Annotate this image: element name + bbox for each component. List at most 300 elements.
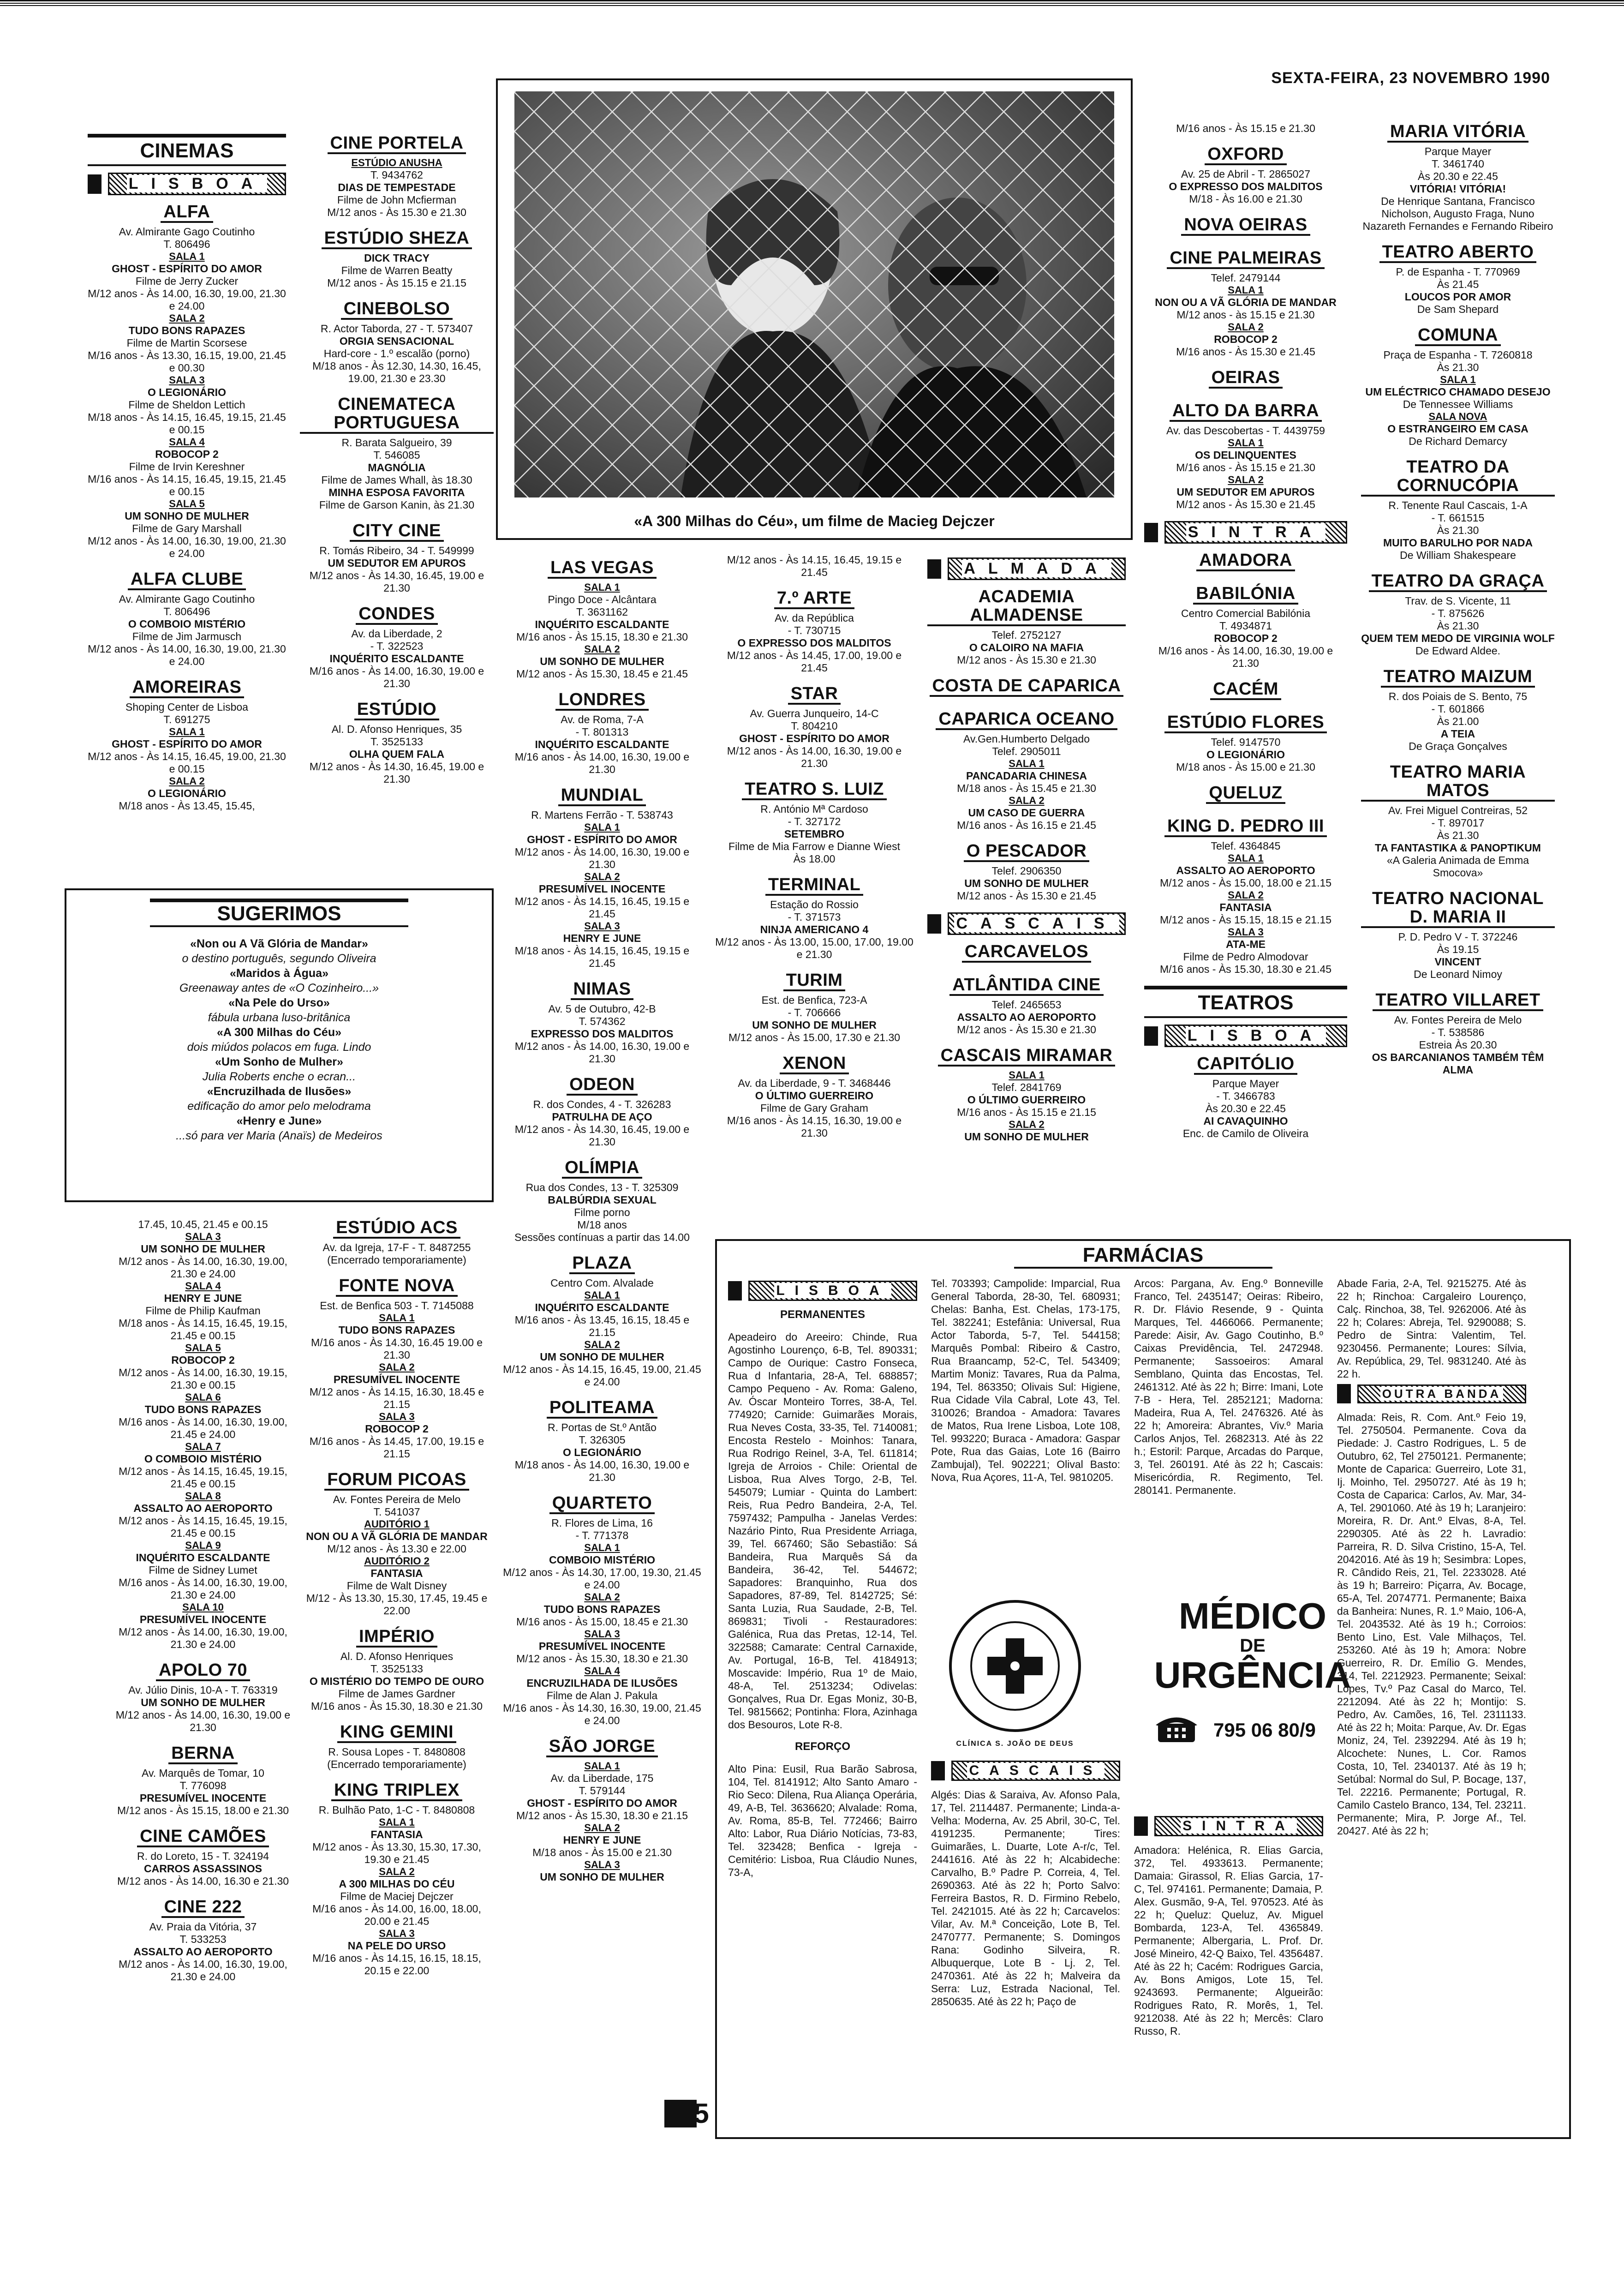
venue-title: O ÚLTIMO GUERREIRO bbox=[967, 1094, 1086, 1106]
venue-name: TEATRO MARIA MATOS bbox=[1361, 763, 1555, 802]
venue bbox=[927, 1046, 1126, 1143]
venue-title: GHOST - ESPÍRITO DO AMOR bbox=[112, 263, 262, 275]
venue bbox=[106, 1661, 300, 1734]
venue bbox=[1361, 458, 1555, 562]
venue-line: M/18 - Às 16.00 e 21.30 bbox=[1189, 193, 1302, 205]
venue-line: M/12 anos - Às 15.30 e 21.30 bbox=[957, 654, 1096, 666]
venue-name: O PESCADOR bbox=[964, 842, 1089, 862]
venue bbox=[1361, 763, 1555, 879]
venue-line: Às 21.30 bbox=[1437, 829, 1479, 841]
venue-room: SALA 2 bbox=[1009, 795, 1045, 806]
sugerimos-title: SUGERIMOS bbox=[150, 899, 408, 927]
venue-line: Centro Comercial Babilónia bbox=[1181, 607, 1310, 619]
venue-room: SALA 1 bbox=[1228, 852, 1264, 864]
venue-room: SALA 5 bbox=[185, 1342, 221, 1354]
farm-p5: Algés: Dias & Saraiva, Av. Afonso Pala, 17, Tel. 2114487. Permanente; Linda-a-Velha: Moderna, Av. 25 Abril, 30-C, Tel. 4191235. Permanente; Tires: Guimarães, L. Duarte, Lote A-r/c, Tel. 2441616. Até às 22 h; Alcabideche: Carvalho, B.º Padre P. Correia, 4, Tel. 2690363. Até às 22 h; Porto Salvo: Ferreira Bastos, R. D. Firmino Rebelo, Tel. 2421015. Até às 22 h; Carcavelos: Vilar, Av. M.ª Conceição, Lote B, Tel. 2470777. Permanente; S. Domingos Rana: Godinho Silveira, R. Albuquerque, Lote B - Lj. 2, Tel. 2470361. Até às 22 h; Malveira da Serra: Luz, Estrada Nacional, Tel. 2850635. Até às 22 h; Paço de bbox=[931, 1789, 1120, 2007]
venue-line: R. dos Poiais de S. Bento, 75 bbox=[1388, 690, 1528, 702]
venue-line: M/12 anos - Às 15.30 e 21.30 bbox=[327, 206, 466, 218]
venue bbox=[1361, 572, 1555, 657]
sugerimos-line: edificação do amor pelo melodrama bbox=[187, 1100, 371, 1113]
venue-line: Trav. de S. Vicente, 11 bbox=[1405, 595, 1511, 607]
venue-title: O ÚLTIMO GUERREIRO bbox=[755, 1090, 874, 1102]
venue-line: Às 21.30 bbox=[1437, 361, 1479, 373]
venue-name: CARCAVELOS bbox=[962, 942, 1091, 963]
venue-name: QUARTETO bbox=[549, 1494, 655, 1514]
venue-line: M/12 anos - Às 14.00, 16.30, 19.00, 21.30 e 24.00 bbox=[88, 643, 286, 667]
venue-line: M/16 anos - Às 15.30, 18.30 e 21.30 bbox=[310, 1700, 483, 1712]
venue-line: Filme de Garson Kanin, às 21.30 bbox=[319, 499, 475, 511]
venue-title: EXPRESSO DOS MALDITOS bbox=[531, 1028, 674, 1040]
col4-venues bbox=[715, 554, 914, 1139]
venue-line: Às 21.00 bbox=[1437, 715, 1479, 727]
venue-line: M/12 anos - Às 14.15, 16.45, 19.15 e 21.45 bbox=[514, 895, 690, 920]
venue-line: M/12 anos - Às 14.30, 16.45, 19.00 e 21.30 bbox=[309, 761, 484, 785]
venue-line: M/12 anos - Às 14.30, 16.45, 19.00 e 21.30 bbox=[514, 1123, 690, 1148]
venue-line: M/12 anos - Às 15.15, 18.00 e 21.30 bbox=[117, 1804, 289, 1816]
venue-line: R. dos Condes, 4 - T. 326283 bbox=[533, 1098, 671, 1110]
venue-line: Telef. 4364845 bbox=[1211, 840, 1281, 852]
venue-room: SALA 2 bbox=[584, 871, 620, 882]
venue-title: DICK TRACY bbox=[364, 252, 430, 264]
venue-title: INQUÉRITO ESCALDANTE bbox=[535, 738, 669, 750]
venue-room: SALA 2 bbox=[1228, 474, 1264, 485]
col6 bbox=[1144, 122, 1347, 1150]
sugerimos-line: «Non ou A Vã Glória de Mandar» bbox=[190, 937, 368, 950]
col1b-venues bbox=[106, 1218, 300, 1983]
medico-title-3: URGÊNCIA bbox=[1154, 1654, 1351, 1696]
venue-line: M/12 anos - Às 15.30, 18.30 e 21.30 bbox=[516, 1653, 688, 1665]
venue-title: O COMBOIO MISTÉRIO bbox=[144, 1453, 262, 1465]
venue-line: R. António Mª Cardoso bbox=[760, 803, 868, 815]
col1b bbox=[106, 1218, 300, 1993]
venue-line: M/16 anos - Às 15.30, 18.30 e 21.45 bbox=[1159, 963, 1332, 975]
venue-line: M/12 anos - Às 14.00, 16.30, 19.15, 21.30 e 00.15 bbox=[119, 1366, 287, 1391]
venue bbox=[503, 690, 701, 776]
venue-line: (Encerrado temporariamente) bbox=[327, 1254, 466, 1266]
venue-line: M/12 anos - Às 14.00, 16.30 e 21.30 bbox=[117, 1875, 289, 1887]
venue-room: SALA 2 bbox=[1228, 889, 1264, 901]
venue-line: R. Actor Taborda, 27 - T. 573407 bbox=[320, 323, 473, 335]
sugerimos-line: «A 300 Milhas do Céu» bbox=[217, 1026, 341, 1039]
venue bbox=[106, 1898, 300, 1983]
venue bbox=[88, 203, 286, 560]
venue-name: MARIA VITÓRIA bbox=[1387, 122, 1528, 143]
farm-p1: Apeadeiro do Areeiro: Chinde, Rua Agostinho Lourenço, 6-B, Tel. 890331; Campo de Ourique: Castro Fonseca, Rua d Infantaria, 28-A, Tel. 688857; Campo Pequeno - Av. Roma: Galeno, Av. Óscar Monteiro Torres, 38-A, Tel. 774920; Carnide: Guimarães Morais, Rua Neves Costa, 33-35, Tel. 7140081; Encosta Restelo - Moinhos: Tanara, Rua Rodrigo Reinel, 3-A, Tel. 611814; Igreja de Arroios - Chile: Oriental de Lisboa, Rua Alves Torgo, 2-B, Tel. 545079; Lumiar - Quinta do Lambert: Reis, Rua Pedro Bandeira, 2-A, Tel. 7597432; Pampulha - Janelas Verdes: Nazário Pinto, Rua Presidente Arriaga, 39, Tel. 667460; São Sebastião: Sá Bandeira, Rua Marquês Sá da Bandeira, 36-42, Tel. 544672; Sapadores: Branquinho, Rua dos Sapadores, 87-89, Tel. 8142725; Sé: Santa Luzia, Rua Saudade, 2-B, Tel. 869831; Tivoli - Restauradores: Galénica, Rua das Pretas, 12-14, Tel. 322588; Camarate: Central Carnaxide, Av. Portugal, 16-B, Tel. 4184913; Moscavide: Império, Rua 1º de Maio, 48-A, Tel. 2513234; Odivelas: Gonçalves, Rua Dr. Egas Moniz, 30-B, Tel. 9815662; Pontinha: Flora, Azinhaga dos Besouros, Lote R-8. bbox=[728, 1331, 917, 1731]
venue-name: TERMINAL bbox=[765, 875, 863, 896]
venue-title: ASSALTO AO AEROPORTO bbox=[957, 1011, 1096, 1023]
farm-col1 bbox=[728, 1277, 917, 2037]
venue-line: M/18 anos - Às 13.45, 15.45, bbox=[119, 800, 255, 812]
venue-line: T. 3461740 bbox=[1432, 158, 1484, 170]
venue-line: Av. Guerra Junqueiro, 14-C bbox=[750, 707, 879, 719]
venue-line: R. Barata Salgueiro, 39 bbox=[341, 437, 452, 449]
venue-line: M/12 anos - Às 15.15 e 21.15 bbox=[327, 277, 466, 289]
venue-line: M/16 anos - Às 15.00, 18.45 e 21.30 bbox=[516, 1616, 688, 1628]
venue-title: NINJA AMERICANO 4 bbox=[760, 923, 869, 935]
venue-line: M/12 anos - Às 14.15, 16.45, 19.00, 21.30 e 00.15 bbox=[88, 750, 286, 775]
venue-title: UM SONHO DE MULHER bbox=[752, 1019, 877, 1031]
venue-name: KING TRIPLEX bbox=[331, 1781, 462, 1801]
venue bbox=[1144, 584, 1347, 670]
venue-line: M/12 anos - Às 14.15, 16.30, 18.45 e 21.15 bbox=[309, 1386, 484, 1410]
venue-line: Av. Júlio Dinis, 10-A - T. 763319 bbox=[128, 1684, 278, 1696]
venue-name: PLAZA bbox=[569, 1254, 634, 1274]
venue-line: M/16 anos - Às 14.00, 16.00, 18.00, 20.00 e 21.45 bbox=[312, 1903, 481, 1927]
venue-title: NON OU A VÃ GLÓRIA DE MANDAR bbox=[306, 1530, 488, 1542]
venue-title: NA PELE DO URSO bbox=[347, 1940, 446, 1952]
venue bbox=[927, 710, 1126, 832]
venue-room: SALA 6 bbox=[185, 1391, 221, 1403]
venue bbox=[106, 1827, 300, 1888]
venue-line: Sessões contínuas a partir das 14.00 bbox=[514, 1231, 690, 1243]
venue-line: M/18 anos - Às 12.30, 14.30, 16.45, 19.00, 21.30 e 23.30 bbox=[312, 360, 481, 384]
venue bbox=[300, 605, 494, 690]
venue bbox=[1144, 784, 1347, 807]
medico-title-1: MÉDICO bbox=[1179, 1595, 1326, 1636]
venue-name: LAS VEGAS bbox=[548, 558, 657, 579]
venue bbox=[503, 980, 701, 1065]
venue-name: COMUNA bbox=[1415, 326, 1501, 346]
venue-name: ALFA CLUBE bbox=[128, 570, 246, 590]
venue-room: SALA 2 bbox=[169, 312, 205, 324]
venue-name: CINE 222 bbox=[161, 1898, 245, 1918]
venue-line: R. Tenente Raul Cascais, 1-A bbox=[1388, 499, 1528, 511]
venue bbox=[503, 1254, 701, 1388]
venue bbox=[1361, 889, 1555, 981]
venue-line: Av. Frei Miguel Contreiras, 52 bbox=[1388, 804, 1528, 816]
venue-line: Centro Com. Alvalade bbox=[550, 1277, 654, 1289]
venue-title: ORGIA SENSACIONAL bbox=[339, 335, 454, 347]
sugerimos-line: o destino português, segundo Oliveira bbox=[182, 952, 376, 965]
venue-line: Filme de Mia Farrow e Dianne Wiest bbox=[728, 840, 900, 852]
venue-room: SALA 5 bbox=[169, 498, 205, 509]
sugerimos-line: «Um Sonho de Mulher» bbox=[215, 1055, 343, 1068]
venue-title: PATRULHA DE AÇO bbox=[552, 1111, 652, 1123]
venue-line: M/16 anos - Às 16.15 e 21.45 bbox=[957, 819, 1096, 831]
venue-line: Filme de Jim Jarmusch bbox=[132, 630, 242, 642]
venue bbox=[927, 976, 1126, 1036]
venue-name: COSTA DE CAPARICA bbox=[930, 677, 1124, 697]
venue bbox=[715, 1054, 914, 1139]
venue-line: M/16 anos - Às 13.30, 16.15, 19.00, 21.45 e 00.30 bbox=[88, 349, 286, 374]
venue-title: PRESUMÍVEL INOCENTE bbox=[538, 883, 666, 895]
venue-line: - T. 322523 bbox=[370, 640, 424, 652]
venue bbox=[300, 134, 494, 219]
venue-line: M/18 anos - Às 14.15, 16.45, 19.15, 21.45 e 00.15 bbox=[119, 1317, 287, 1342]
venue-room: SALA 1 bbox=[584, 1760, 620, 1772]
venue-line: M/16 anos - Às 13.45, 16.15, 18.45 e 21.15 bbox=[514, 1314, 690, 1338]
venue-line: Telef. 2906350 bbox=[991, 865, 1062, 877]
venue-line: Telef. 2841769 bbox=[991, 1081, 1062, 1093]
venue-line: - T. 601866 bbox=[1431, 703, 1485, 715]
venue-line: R. Tomás Ribeiro, 34 - T. 549999 bbox=[319, 545, 474, 557]
venue bbox=[715, 780, 914, 865]
cascais-venues bbox=[927, 942, 1126, 1143]
photo-image bbox=[514, 91, 1114, 497]
venue bbox=[927, 677, 1126, 700]
venue-title: UM SONHO DE MULHER bbox=[125, 510, 249, 522]
venue-line: M/12 anos - Às 14.15, 16.45, 19.00, 21.45 e 24.00 bbox=[503, 1363, 701, 1388]
farm-p3: Tel. 703393; Campolide: Imparcial, Rua General Taborda, 28-30, Tel. 680931; Chelas: Banha, Est. Chelas, 173-175, Tel. 382241; Estefânia: Universal, Rua Actor Taborda, 5-7, Tel. 544158; Marquês Pombal: Ribeiro & Castro, Rua Braancamp, 52-C, Tel. 543409; Martim Moniz: Tavares, Rua da Palma, 194, Tel. 863350; Olivais Sul: Higiene, Rua Cidade Vila Cabral, Lote 43, Tel. 310026; Brandoa - Amadora: Tavares de Matos, Rua Irene Lisboa, Lote 108, Tel. 993220; Buraca - Amadora: Gaspar Pote, Rua das Gaias, Lote 16 (Bairro Zambujal), Tel. 902221; Olival Basto: Nova, Rua Açores, 11-A, Tel. 9810205. bbox=[931, 1277, 1120, 1483]
clinic-seal-text: CLÍNICA S. JOÃO DE DEUS bbox=[956, 1740, 1074, 1748]
venue-line: M/16 anos - Às 14.30, 16.30, 19.00, 21.45 e 24.00 bbox=[503, 1702, 701, 1726]
venue-line: M/12 anos - Às 14.15, 16.45, 19.15, 21.45 e 00.15 bbox=[119, 1515, 287, 1539]
venue-line: M/12 anos - Às 13.30 e 22.00 bbox=[327, 1543, 466, 1555]
venue bbox=[503, 1737, 701, 1883]
venue-room: AUDITÓRIO 2 bbox=[364, 1555, 430, 1567]
venue-line: Filme de Sheldon Lettich bbox=[128, 399, 245, 411]
venue-line: De William Shakespeare bbox=[1400, 549, 1516, 561]
venue-line: M/12 anos - Às 14.00, 16.30, 19.00, 21.30 e 24.00 bbox=[119, 1255, 287, 1280]
venue-room: SALA 7 bbox=[185, 1441, 221, 1452]
venue-line: M/16 anos - Às 14.15, 16.15, 18.15, 20.15 e 22.00 bbox=[312, 1952, 481, 1977]
venue-line: Est. de Benfica 503 - T. 7145088 bbox=[320, 1300, 474, 1312]
venue-name: ATLÂNTIDA CINE bbox=[949, 976, 1104, 996]
venue-line: M/12 anos - Às 15.30 e 21.45 bbox=[1176, 498, 1315, 510]
sugerimos-line: Greenaway antes de «O Cozinheiro...» bbox=[179, 982, 379, 995]
venue-line: T. 533253 bbox=[179, 1933, 227, 1945]
venue-line: Às 20.30 e 22.45 bbox=[1206, 1103, 1286, 1115]
venue bbox=[927, 942, 1126, 965]
venue-line: M/12 anos - Às 15.30 e 21.30 bbox=[957, 1024, 1096, 1036]
venue-name: MUNDIAL bbox=[558, 786, 646, 806]
venue-room: SALA 1 bbox=[1228, 437, 1264, 449]
venue-name: LONDRES bbox=[555, 690, 648, 711]
col3-venues bbox=[503, 558, 701, 1883]
medico-ad bbox=[937, 1588, 1352, 1754]
venue-title: UM SONHO DE MULHER bbox=[964, 877, 1089, 889]
venue bbox=[1144, 368, 1347, 391]
venue bbox=[300, 1218, 494, 1266]
venue-line: - T. 730715 bbox=[788, 624, 841, 636]
venue-name: BERNA bbox=[168, 1744, 238, 1764]
venue-title: INQUÉRITO ESCALDANTE bbox=[329, 653, 464, 665]
venue-name: TEATRO VILLARET bbox=[1373, 991, 1543, 1011]
venue-room: SALA 3 bbox=[584, 920, 620, 932]
venue-title: GHOST - ESPÍRITO DO AMOR bbox=[112, 738, 262, 750]
venue-line: Av. Praia da Vitória, 37 bbox=[149, 1921, 257, 1933]
venue-line: M/16 anos - Às 14.15, 16.30, 19.00 e 21.30 bbox=[727, 1115, 902, 1139]
venue-name: KING D. PEDRO III bbox=[1164, 817, 1327, 837]
venue-title: GHOST - ESPÍRITO DO AMOR bbox=[527, 1797, 677, 1809]
venue-line: De Richard Demarcy bbox=[1409, 435, 1507, 447]
venue-title: UM SEDUTOR EM APUROS bbox=[328, 557, 466, 569]
venue bbox=[1361, 991, 1555, 1076]
venue-line: Parque Mayer bbox=[1424, 145, 1492, 157]
venue-title: ENCRUZILHADA DE ILUSÕES bbox=[526, 1677, 678, 1689]
venue-line: T. 541037 bbox=[373, 1506, 420, 1518]
venue-title: O MISTÉRIO DO TEMPO DE OURO bbox=[309, 1675, 484, 1687]
venue-title: TUDO BONS RAPAZES bbox=[543, 1603, 661, 1615]
venue-room: SALA 2 bbox=[379, 1361, 415, 1373]
venue-title: PANCADARIA CHINESA bbox=[966, 770, 1087, 782]
venue-line: T. 806496 bbox=[163, 238, 210, 250]
venue bbox=[300, 521, 494, 594]
col6-top-venues bbox=[1144, 122, 1347, 511]
venue-name: TEATRO DA CORNUCÓPIA bbox=[1361, 458, 1555, 497]
venue-title: UM SONHO DE MULHER bbox=[540, 1871, 664, 1883]
venue-name: KING GEMINI bbox=[337, 1723, 456, 1743]
venue-line: P. D. Pedro V - T. 372246 bbox=[1398, 931, 1518, 943]
venue-name: APOLO 70 bbox=[156, 1661, 250, 1681]
venue-line: Pingo Doce - Alcântara bbox=[548, 593, 657, 605]
venue bbox=[300, 1627, 494, 1713]
venue-line: M/16 anos - Às 15.15, 18.30 e 21.30 bbox=[516, 631, 688, 643]
venue-title: FANTASIA bbox=[370, 1567, 423, 1579]
venue-line: Filme de Gary Graham bbox=[760, 1102, 868, 1114]
venue-line: M/12 anos - Às 13.30, 15.30, 17.30, 19.30 e 21.45 bbox=[312, 1841, 481, 1865]
venue-title: ASSALTO AO AEROPORTO bbox=[133, 1502, 273, 1514]
venue-room: SALA 1 bbox=[379, 1816, 415, 1828]
venue-line: M/18 anos - Às 15.45 e 21.30 bbox=[957, 782, 1096, 794]
venue-line: Av. da Igreja, 17-F - T. 8487255 bbox=[322, 1241, 471, 1253]
venue-name: ESTÚDIO FLORES bbox=[1164, 713, 1327, 733]
photo-caption: «A 300 Milhas do Céu», um filme de Macieg Dejczer bbox=[634, 513, 995, 529]
venue-title: ROBOCOP 2 bbox=[155, 448, 219, 460]
venue-title: FANTASIA bbox=[370, 1828, 423, 1840]
venue-room: ESTÚDIO ANUSHA bbox=[351, 157, 442, 168]
venue bbox=[300, 1276, 494, 1460]
teatros-title: TEATROS bbox=[1144, 986, 1347, 1018]
venue-room: AUDITÓRIO 1 bbox=[364, 1518, 430, 1530]
venue-name: AMADORA bbox=[1196, 551, 1295, 571]
venue-name: ESTÚDIO SHEZA bbox=[322, 229, 472, 249]
venue-name: CINEBOLSO bbox=[341, 300, 453, 320]
venue-room: SALA 3 bbox=[584, 1859, 620, 1870]
venue-line: Filme de John Mcfierman bbox=[337, 194, 457, 206]
venue-title: FANTASIA bbox=[1219, 901, 1272, 913]
farm-permanentes: PERMANENTES bbox=[780, 1308, 866, 1321]
venue-room: SALA 8 bbox=[185, 1490, 221, 1502]
venue-title: PRESUMÍVEL INOCENTE bbox=[139, 1613, 267, 1625]
venue-line: Às 21.30 bbox=[1437, 524, 1479, 536]
venue-line: M/12 anos - Às 15.30, 18.45 e 21.45 bbox=[516, 668, 688, 680]
venue-line: Às 21.30 bbox=[1437, 620, 1479, 632]
venue-line: De Henrique Santana, Francisco Nicholson, Augusto Fraga, Nuno Nazareth Fernandes e Fernando Ribeiro bbox=[1362, 195, 1553, 232]
venue-title: OS DELINQUENTES bbox=[1195, 449, 1296, 461]
sintra-section: SINTRA bbox=[1144, 521, 1347, 544]
venue-title: UM SONHO DE MULHER bbox=[540, 655, 664, 667]
venue-line: - T. 538586 bbox=[1431, 1026, 1485, 1038]
farm-cascais-section: CASCAIS bbox=[931, 1761, 1120, 1781]
venue bbox=[1361, 667, 1555, 753]
venue-line: M/18 anos - Às 14.15, 16.45, 19.15, 21.45 e 00.15 bbox=[88, 411, 286, 436]
venue-line: M/12 anos - Às 14.45, 17.00, 19.00 e 21.45 bbox=[727, 649, 902, 674]
venue-line: Rua dos Condes, 13 - T. 325309 bbox=[525, 1181, 679, 1193]
venue-line: Av. da República bbox=[775, 612, 854, 624]
venue-name: TEATRO NACIONAL D. MARIA II bbox=[1361, 889, 1555, 928]
venue bbox=[1144, 216, 1347, 239]
medico-phone: 795 06 80/9 bbox=[1213, 1719, 1316, 1741]
venue bbox=[1144, 122, 1347, 135]
venue-line: Filme de Warren Beatty bbox=[341, 264, 453, 276]
venue-line: T. 579144 bbox=[579, 1785, 626, 1797]
farm-p7: Abade Faria, 2-A, Tel. 9215275. Até às 22 h; Rinchoa: Cargaleiro Lourenço, Calç. Rinchoa, 38, Tel. 9262006. Até às 22 h; Colares: Abreja, Tel. 9290088; S. Pedro de Sintra: Valentim, Tel. 9230456. Permanente; Loures: Sílvia, Av. República, 29, Tel. 9831240. Até às 22 h. bbox=[1337, 1277, 1526, 1380]
farm-p8: Almada: Reis, R. Com. Ant.º Feio 19, Tel. 2750504. Permanente. Cova da Piedade: J. Castro Rodrigues, L. 5 de Outubro, 62, Tel 2750121. Permanente; Monte de Caparica: Guerreiro, Lote 31, Ij. Moinho, Tel. 2950727. Até às 19 h; Costa de Caparica: Carlos, Av. Mar, 34-A, Tel. 2901060. Até às 19 h; Laranjeiro: Moreira, R. Dr. Ant.º Elvas, 8-A, Tel. 2290305. Até às 22 h. Lavradio: Parreira, R. D. Silva Cristino, 15-A, Tel. 2042016. Até às 19 h; Sesimbra: Lopes, R. Cândido Reis, 21, Tel. 2233028. Até às 19 h; Barreiro: Piçarra, Av. Bocage, 65-A, Tel. 2074771. Permanente; Baixa da Banheira: Nunes, R. 1.º Maio, 106-A, Tel. 2043532. Até às 19 h.; Corroios: Bento Lino, Est. Vale Milhaços, Tel. 253260. Até às 19 h; Amora: Nobre Guerreiro, R. Dr. Emílio G. Mendes, 314, Tel. 2212923. Permanente; Seixal: Lopes, Tv.º Paz Casal do Marco, Tel. 2212094. Até às 22 h; Montijo: S. Pedro, Av. Camões, 16, Tel. 2311133. Até às 22 h; Moita: Parque, Av. Dr. Egas Moniz, 24, Tel. 2392294. Até às 19 h; Alcochete: Nunes, L. Cor. Ramos Costa, 10, Tel. 2340137. Até às 19 h; Setúbal: Normal do Sul, P. Bocage, 137, Tel. 22216. Permanente; Portugal, R. Camilo Castelo Branco, 134, Tel. 23211. Permanente; Mira, P. Jorge Af., Tel. 20427. Até às 22 h; bbox=[1337, 1411, 1527, 1837]
phone-icon bbox=[1153, 1712, 1200, 1744]
venue bbox=[300, 700, 494, 785]
venue-room: SALA 4 bbox=[185, 1280, 221, 1292]
venue-room: SALA 4 bbox=[584, 1665, 620, 1677]
venue-line: M/12 anos - Às 14.30, 17.00, 19.30, 21.45 e 24.00 bbox=[503, 1566, 701, 1591]
teatros-lisboa-section: LISBOA bbox=[1144, 1025, 1347, 1047]
venue bbox=[503, 786, 701, 970]
venue-name: ALFA bbox=[161, 203, 213, 223]
sugerimos-line: Julia Roberts enche o ecran... bbox=[202, 1070, 356, 1083]
venue-title: O COMBOIO MISTÉRIO bbox=[128, 618, 246, 630]
venue bbox=[1144, 713, 1347, 773]
venue-line: M/12 anos - Às 14.00, 16.30, 19.00 e 21.30 bbox=[514, 846, 690, 870]
venue-title: OLHA QUEM FALA bbox=[349, 748, 445, 760]
venue bbox=[715, 589, 914, 674]
venue-name: CAPITÓLIO bbox=[1194, 1055, 1297, 1075]
top-rule bbox=[0, 0, 1624, 7]
col2 bbox=[300, 134, 494, 796]
venue-room: SALA 1 bbox=[584, 1542, 620, 1553]
sugerimos-line: dois miúdos polacos em fuga. Lindo bbox=[187, 1041, 371, 1054]
venue-line: R. Sousa Lopes - T. 8480808 bbox=[328, 1746, 466, 1758]
venue-room: SALA 1 bbox=[1228, 284, 1264, 296]
venue-line: Telef. 2465653 bbox=[991, 999, 1062, 1011]
venue-title: INQUÉRITO ESCALDANTE bbox=[136, 1552, 270, 1564]
venue-name: CINE CAMÕES bbox=[137, 1827, 269, 1847]
venue-line: Av. Almirante Gago Coutinho bbox=[119, 593, 255, 605]
venue-title: TUDO BONS RAPAZES bbox=[144, 1403, 262, 1415]
venue-name: TEATRO MAIZUM bbox=[1381, 667, 1535, 688]
venue-line: M/12 anos - Às 14.15, 16.45, 19.15, 21.45 e 00.15 bbox=[119, 1465, 287, 1490]
venue bbox=[1144, 249, 1347, 358]
venue-line: Filme de James Gardner bbox=[338, 1688, 455, 1700]
venue-title: MINHA ESPOSA FAVORITA bbox=[328, 486, 465, 498]
venue-line: M/18 anos - Às 15.00 e 21.30 bbox=[1176, 761, 1315, 773]
venue-line: De Graça Gonçalves bbox=[1409, 740, 1507, 752]
venue bbox=[300, 229, 494, 289]
venue-name: TEATRO ABERTO bbox=[1379, 243, 1537, 263]
venue-line: M/12 anos - às 15.15 e 21.30 bbox=[1176, 309, 1315, 321]
venue-room: SALA 3 bbox=[379, 1928, 415, 1939]
venue-name: QUELUZ bbox=[1206, 784, 1285, 804]
venue-line: De Leonard Nimoy bbox=[1414, 968, 1502, 980]
venue-name: CACÉM bbox=[1210, 680, 1281, 700]
venue-line: M/12 anos - Às 14.00, 16.30, 19.00 e 21.30 bbox=[514, 1040, 690, 1065]
venue-line: Às 21.45 bbox=[1437, 278, 1479, 290]
venue-line: R. Portas de St.º Antão bbox=[548, 1421, 657, 1433]
venue-line: De Sam Shepard bbox=[1417, 303, 1499, 315]
venue bbox=[715, 684, 914, 770]
venue-name: CASCAIS MIRAMAR bbox=[938, 1046, 1116, 1067]
venue-line: Filme porno bbox=[574, 1206, 630, 1218]
venue bbox=[503, 558, 701, 680]
venue-line: P. de Espanha - T. 770969 bbox=[1396, 266, 1520, 278]
venue-title: O LEGIONÁRIO bbox=[1206, 749, 1285, 761]
venue-line: M/12 anos - Às 14.00, 16.30, 19.00, 21.30 e 24.00 bbox=[88, 288, 286, 312]
venue-line: R. Bulhão Pato, 1-C - T. 8480808 bbox=[318, 1804, 475, 1816]
venue-title: ASSALTO AO AEROPORTO bbox=[133, 1946, 273, 1958]
venue-title: GHOST - ESPÍRITO DO AMOR bbox=[739, 732, 890, 744]
venue-name: ESTÚDIO bbox=[354, 700, 439, 720]
venue-line: - T. 706666 bbox=[788, 1007, 841, 1019]
farm-sintra-section: SINTRA bbox=[1134, 1816, 1323, 1836]
venue-room: SALA 2 bbox=[379, 1866, 415, 1877]
venue-line: Av.Gen.Humberto Delgado bbox=[963, 733, 1090, 745]
farm-lisboa-section: LISBOA bbox=[728, 1281, 917, 1301]
venue-title: UM SEDUTOR EM APUROS bbox=[1176, 486, 1315, 498]
venue-line: M/16 anos - Às 14.00, 16.30, 19.00 e 21.30 bbox=[309, 665, 484, 689]
venue-title: NON OU A VÃ GLÓRIA DE MANDAR bbox=[1155, 296, 1337, 308]
venue-line: Filme de Gary Marshall bbox=[132, 522, 242, 534]
venue-line: Av. Fontes Pereira de Melo bbox=[333, 1493, 461, 1505]
venue-title: PRESUMÍVEL INOCENTE bbox=[538, 1640, 666, 1652]
